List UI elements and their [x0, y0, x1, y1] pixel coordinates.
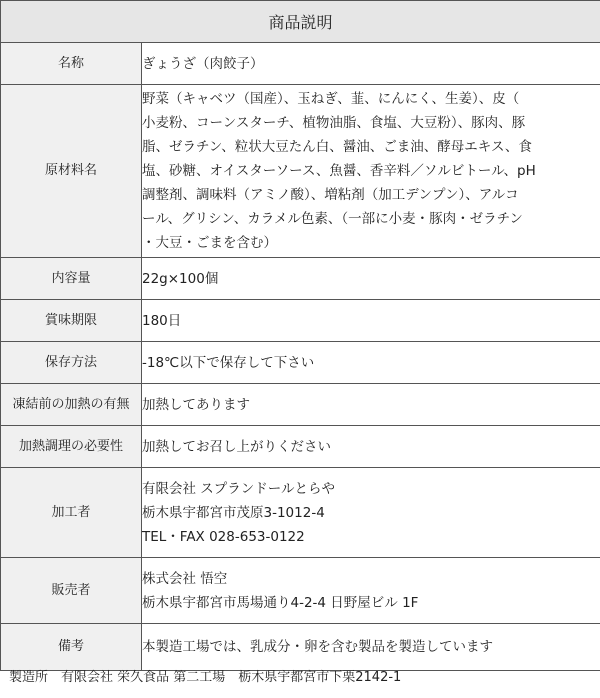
row-seller	[1, 558, 600, 624]
row-cooking-required	[1, 426, 600, 468]
row-ingredients	[1, 85, 600, 258]
label-cooking-required: 加熱調理の必要性	[1, 426, 142, 468]
label-content-amount: 内容量	[1, 258, 142, 300]
value-line: 22g×100個	[142, 270, 219, 287]
value-content-amount	[142, 258, 600, 300]
value-remarks	[142, 624, 600, 671]
value-line: 野菜（キャベツ（国産）、玉ねぎ、韮、にんにく、生姜）、皮（	[142, 91, 520, 107]
label-name: 名称	[1, 43, 142, 85]
value-line: 株式会社 悟空	[142, 570, 228, 587]
label-storage: 保存方法	[1, 342, 142, 384]
value-line: 180日	[142, 312, 182, 329]
value-line: 本製造工場では、乳成分・卵を含む製品を製造しています	[142, 639, 493, 655]
value-storage	[142, 342, 600, 384]
label-ingredients: 原材料名	[1, 85, 142, 258]
value-line: 調整剤、調味料（アミノ酸）、増粘剤（加工デンプン）、アルコ	[142, 187, 519, 203]
row-processor	[1, 468, 600, 558]
value-ingredients	[142, 85, 600, 258]
label-heated-before-freezing: 凍結前の加熱の有無	[1, 384, 142, 426]
value-cooking-required	[142, 426, 600, 468]
value-line: 塩、砂糖、オイスターソース、魚醤、香辛料／ソルビトール、pH	[142, 163, 536, 179]
value-heated-before-freezing	[142, 384, 600, 426]
row-heated-before-freezing	[1, 384, 600, 426]
row-name	[1, 43, 600, 85]
table-title: 商品説明	[1, 1, 600, 43]
row-storage	[1, 342, 600, 384]
manufacturer-footer: 製造所 有限会社 栄久食品 第二工場 栃木県宇都宮市下栗2142-1	[9, 670, 402, 685]
row-best-before	[1, 300, 600, 342]
value-line: 栃木県宇都宮市茂原3-1012-4	[142, 504, 325, 521]
value-line: 有限会社 スプランドールとらや	[142, 480, 336, 497]
label-best-before: 賞味期限	[1, 300, 142, 342]
value-processor	[142, 468, 600, 558]
label-processor: 加工者	[1, 468, 142, 558]
row-remarks	[1, 624, 600, 671]
value-line: ・大豆・ごまを含む）	[142, 235, 277, 251]
value-line: TEL・FAX 028-653-0122	[142, 528, 305, 545]
label-remarks: 備考	[1, 624, 142, 671]
value-line: 脂、ゼラチン、粒状大豆たん白、醤油、ごま油、酵母エキス、食	[142, 139, 532, 155]
value-line: 加熱してお召し上がりください	[142, 438, 331, 455]
label-seller: 販売者	[1, 558, 142, 624]
value-seller	[142, 558, 600, 624]
value-line: 加熱してあります	[142, 396, 250, 413]
row-content-amount	[1, 258, 600, 300]
value-line: 小麦粉、コーンスターチ、植物油脂、食塩、大豆粉）、豚肉、豚	[142, 115, 526, 131]
value-line: -18℃以下で保存して下さい	[142, 354, 315, 371]
value-line: ール、グリシン、カラメル色素、（一部に小麦・豚肉・ゼラチン	[142, 211, 523, 227]
value-line: 栃木県宇都宮市馬場通り4-2-4 日野屋ビル 1F	[142, 594, 419, 611]
value-best-before	[142, 300, 600, 342]
value-line: ぎょうざ（肉餃子）	[142, 55, 264, 72]
value-name	[142, 43, 600, 85]
